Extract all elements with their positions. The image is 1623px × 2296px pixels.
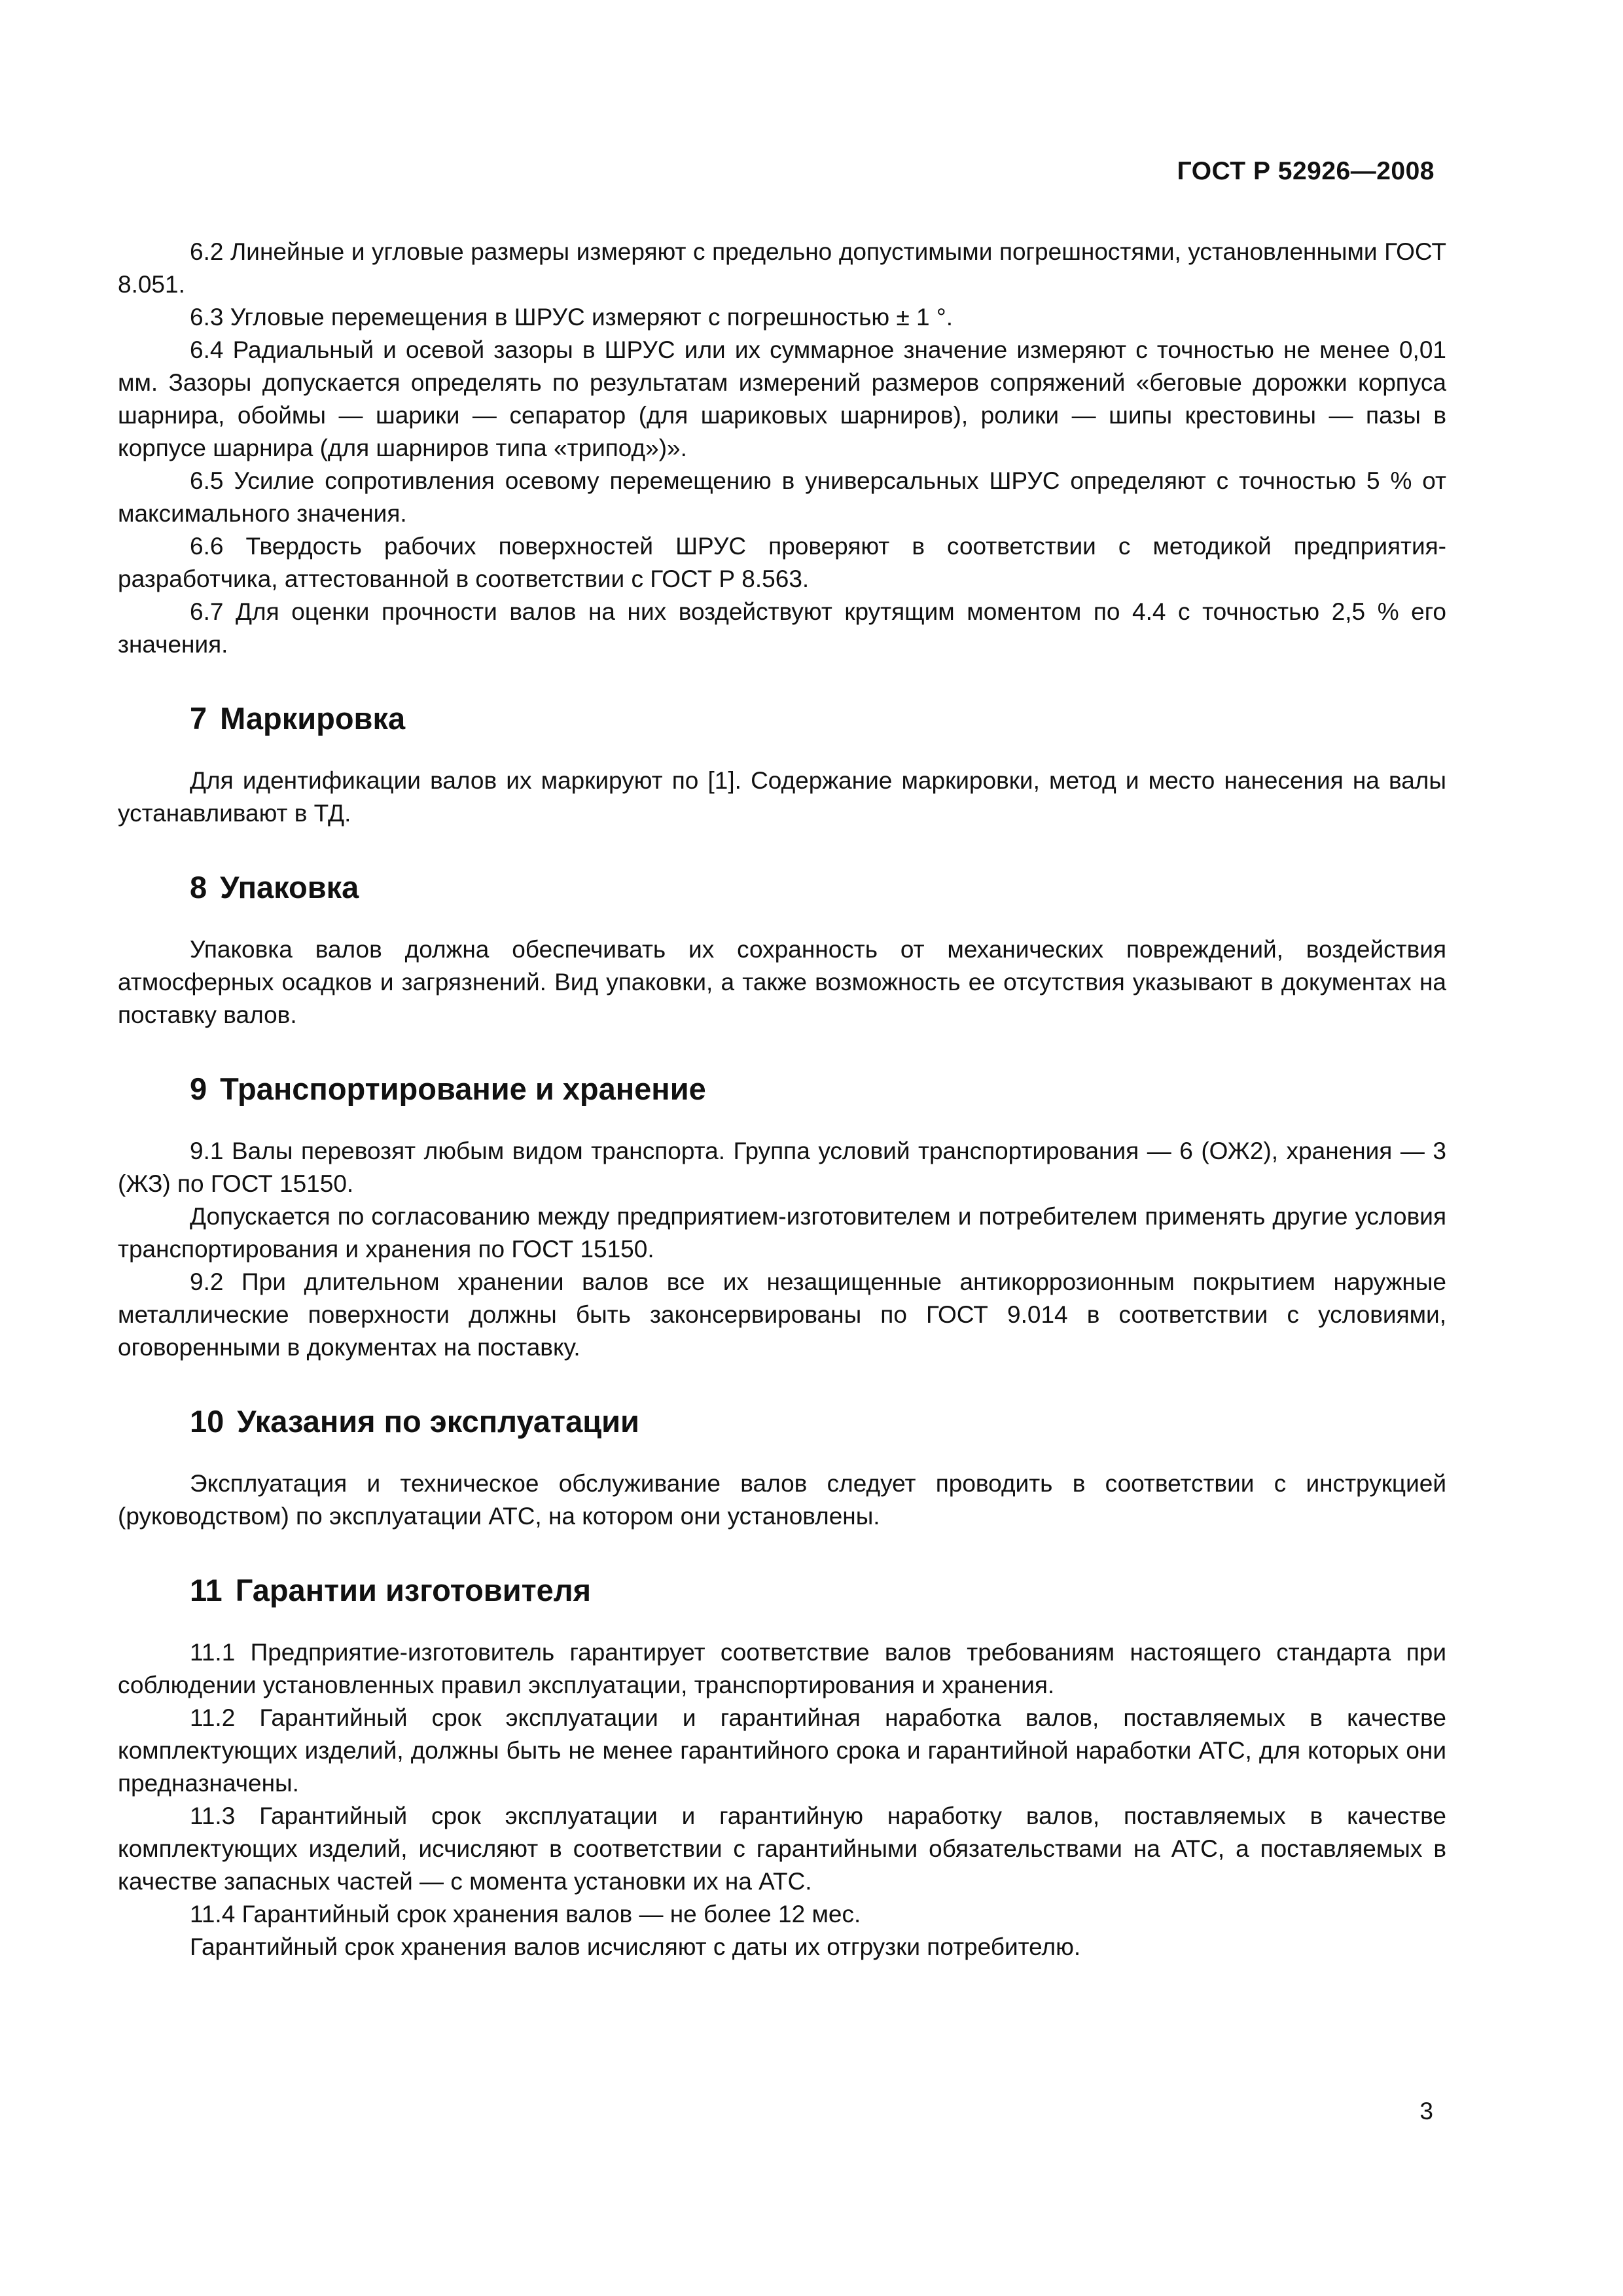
section-number: 10 — [190, 1404, 224, 1439]
section-heading — [118, 1571, 1446, 1610]
document-body — [118, 236, 1446, 1964]
paragraph: 6.3 Угловые перемещения в ШРУС измеряют с погрешностью ± 1 °. — [190, 304, 953, 331]
paragraph: 9.2 При длительном хранении валов все их незащищенные антикоррозионным покрытием наружные металлические поверхности должны быть законсервированы по ГОСТ 9.014 в соответствии с условиями, оговоренными в документах на поставку. — [118, 1268, 1446, 1361]
document-code-header: ГОСТ Р 52926—2008 — [1177, 157, 1435, 185]
paragraph: 9.1 Валы перевозят любым видом транспорта. Группа условий транспортирования — 6 (ОЖ2), хранения — 3 (ЖЗ) по ГОСТ 15150. — [118, 1138, 1446, 1197]
paragraph: 11.4 Гарантийный срок хранения валов — не более 12 мес. — [190, 1901, 861, 1928]
paragraph: 11.2 Гарантийный срок эксплуатации и гарантийная наработка валов, поставляемых в качестве комплектующих изделий, должны быть не менее гарантийного срока и гарантийной наработки АТС, для которых они предназначены. — [118, 1704, 1446, 1797]
section-title: Указания по эксплуатации — [237, 1404, 639, 1439]
paragraph: 6.2 Линейные и угловые размеры измеряют с предельно допустимыми погрешностями, установленными ГОСТ 8.051. — [118, 238, 1446, 298]
paragraph: 11.1 Предприятие-изготовитель гарантирует соответствие валов требованиям настоящего стандарта при соблюдении установленных правил эксплуатации, транспортирования и хранения. — [118, 1639, 1446, 1698]
section-title: Гарантии изготовителя — [235, 1573, 592, 1607]
paragraph: 6.4 Радиальный и осевой зазоры в ШРУС или их суммарное значение измеряют с точностью не менее 0,01 мм. Зазоры допускается определять по результатам измерений размеров сопряжений «беговые дорожки корпуса шарнира, обоймы — шарики — сепаратор (для шариковых шарниров), ролики — шипы крестовины — пазы в корпусе шарнира (для шарниров типа «трипод»)». — [118, 336, 1446, 461]
section-heading — [118, 699, 1446, 738]
paragraph: Допускается по согласованию между предприятием-изготовителем и потребителем применять другие условия транспортирования и хранения по ГОСТ 15150. — [118, 1203, 1446, 1263]
section-heading — [118, 1069, 1446, 1109]
section-number: 9 — [190, 1071, 207, 1106]
section-8 — [118, 868, 1446, 1031]
section-11 — [118, 1571, 1446, 1964]
paragraph: 6.7 Для оценки прочности валов на них воздействуют крутящим моментом по 4.4 с точностью 2,5 % его значения. — [118, 598, 1446, 658]
section-7 — [118, 699, 1446, 830]
paragraph: Эксплуатация и техническое обслуживание валов следует проводить в соответствии с инструкцией (руководством) по эксплуатации АТС, на котором они установлены. — [118, 1470, 1446, 1530]
section-title: Маркировка — [220, 701, 406, 736]
section-number: 11 — [190, 1573, 223, 1607]
section-number: 8 — [190, 870, 207, 905]
section-9 — [118, 1069, 1446, 1364]
section-6-continuation — [118, 236, 1446, 661]
section-heading — [118, 1402, 1446, 1441]
section-title: Упаковка — [220, 870, 359, 905]
section-10 — [118, 1402, 1446, 1533]
paragraph: 11.3 Гарантийный срок эксплуатации и гарантийную наработку валов, поставляемых в качестве комплектующих изделий, исчисляют в соответствии с гарантийными обязательствами на АТС, а поставляемых в качестве запасных частей — с момента установки их на АТС. — [118, 1803, 1446, 1895]
paragraph: Гарантийный срок хранения валов исчисляют с даты их отгрузки потребителю. — [190, 1933, 1081, 1960]
paragraph: 6.6 Твердость рабочих поверхностей ШРУС проверяют в соответствии с методикой предприятия-разработчика, аттестованной в соответствии с ГОСТ Р 8.563. — [118, 533, 1446, 592]
paragraph: 6.5 Усилие сопротивления осевому перемещению в универсальных ШРУС определяют с точностью 5 % от максимального значения. — [118, 467, 1446, 527]
section-title: Транспортирование и хранение — [220, 1071, 706, 1106]
paragraph: Для идентификации валов их маркируют по [1]. Содержание маркировки, метод и место нанесения на валы устанавливают в ТД. — [118, 767, 1446, 827]
section-heading — [118, 868, 1446, 907]
paragraph: Упаковка валов должна обеспечивать их сохранность от механических повреждений, воздействия атмосферных осадков и загрязнений. Вид упаковки, а также возможность ее отсутствия указывают в документах на поставку валов. — [118, 936, 1446, 1028]
page-number: 3 — [1419, 2098, 1433, 2125]
section-number: 7 — [190, 701, 207, 736]
